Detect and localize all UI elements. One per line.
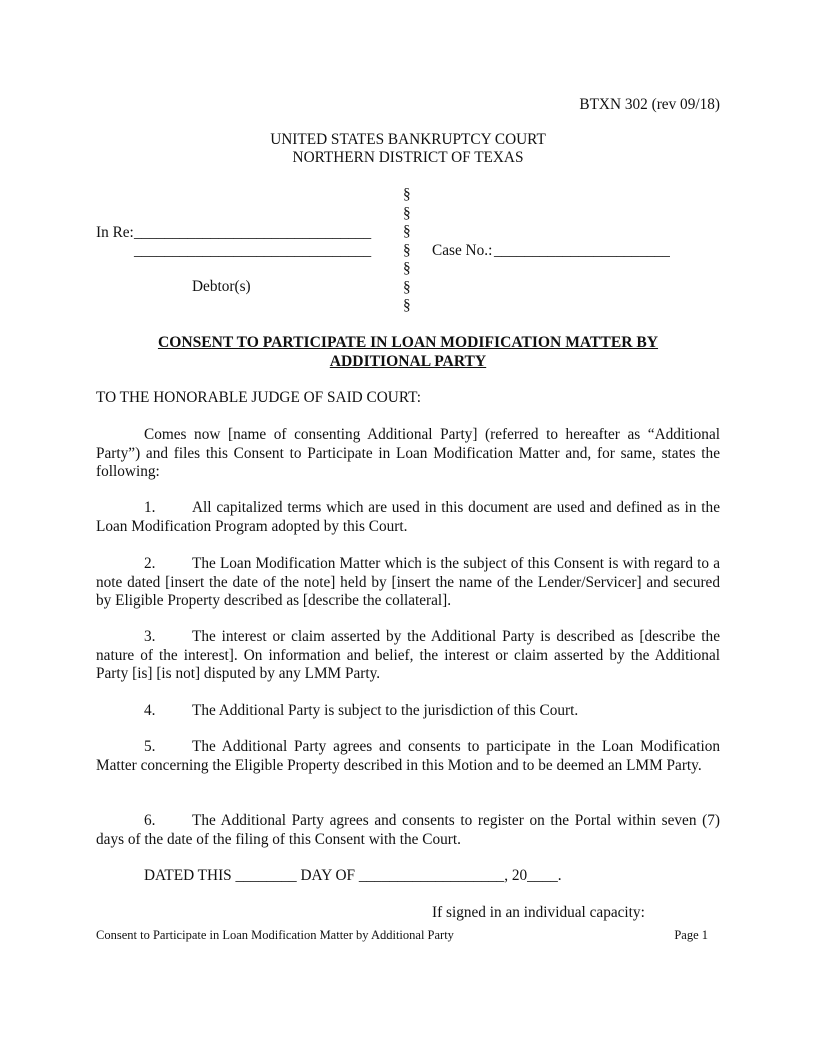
footer-page-number: Page 1: [674, 928, 708, 942]
numbered-paragraph: [96, 812, 720, 849]
paragraph-number: 6.: [144, 812, 156, 829]
paragraph-text: The Additional Party agrees and consents to register on the Portal within seven (7) days of the date of the filing of this Consent with the Court.: [96, 812, 720, 848]
section-mark: §: [403, 297, 411, 314]
numbered-paragraph: [96, 555, 720, 611]
paragraph-number: 2.: [144, 555, 156, 572]
in-re-blank: _______________________________: [134, 224, 372, 241]
paragraph-text: The Additional Party agrees and consents to participate in the Loan Modification Matter concerning the Eligible Property described in this Motion and to be deemed an LMM Party.: [96, 738, 720, 774]
dated-line: DATED THIS ________ DAY OF ___________________, 20____.: [144, 867, 562, 884]
section-mark: §: [403, 186, 411, 203]
case-no-blank: _______________________: [494, 242, 670, 259]
numbered-paragraph: [96, 499, 720, 536]
numbered-paragraph: [96, 738, 720, 775]
in-re-label: In Re:: [96, 224, 134, 241]
paragraph-text: All capitalized terms which are used in this document are used and defined as in the Loan Modification Program adopted by this Court.: [96, 499, 720, 535]
document-title-line2: ADDITIONAL PARTY: [329, 353, 487, 370]
section-mark: §: [403, 205, 411, 222]
case-no-label: Case No.:: [432, 242, 493, 259]
section-mark: §: [403, 279, 411, 296]
numbered-paragraph: [96, 702, 720, 721]
paragraph-number: 4.: [144, 702, 156, 719]
paragraph-number: 1.: [144, 499, 156, 516]
section-mark: §: [403, 260, 411, 277]
intro-text: Comes now [name of consenting Additional Party] (referred to hereafter as “Additional Party”) and files this Consent to Participate in Loan Modification Matter and, for same, states the following:: [96, 426, 720, 480]
footer-document-title: Consent to Participate in Loan Modification Matter by Additional Party: [96, 928, 454, 942]
court-district: NORTHERN DISTRICT OF TEXAS: [292, 149, 524, 166]
paragraph-number: 3.: [144, 628, 156, 645]
form-id: BTXN 302 (rev 09/18): [579, 96, 720, 113]
paragraph-text: The Loan Modification Matter which is the subject of this Consent is with regard to a note dated [insert the date of the note] held by [insert the name of the Lender/Servicer] and secured by Eligible Property described as [describe the collateral].: [96, 555, 720, 609]
document-title-line1: CONSENT TO PARTICIPATE IN LOAN MODIFICATION MATTER BY: [157, 334, 659, 351]
intro-paragraph: [96, 426, 720, 482]
salutation: TO THE HONORABLE JUDGE OF SAID COURT:: [96, 389, 421, 406]
signature-note: If signed in an individual capacity:: [432, 904, 645, 921]
numbered-paragraph: [96, 628, 720, 684]
section-mark: §: [403, 223, 411, 240]
debtor-name-blank: _______________________________: [134, 242, 372, 259]
section-mark: §: [403, 242, 411, 259]
court-name: UNITED STATES BANKRUPTCY COURT: [270, 131, 546, 148]
debtor-label: Debtor(s): [192, 278, 251, 295]
paragraph-text: The Additional Party is subject to the jurisdiction of this Court.: [192, 702, 579, 719]
paragraph-number: 5.: [144, 738, 156, 755]
paragraph-text: The interest or claim asserted by the Additional Party is described as [describe the nature of the interest]. On information and belief, the interest or claim asserted by the Additional Party [is] [is not] disputed by any LMM Party.: [96, 628, 720, 682]
